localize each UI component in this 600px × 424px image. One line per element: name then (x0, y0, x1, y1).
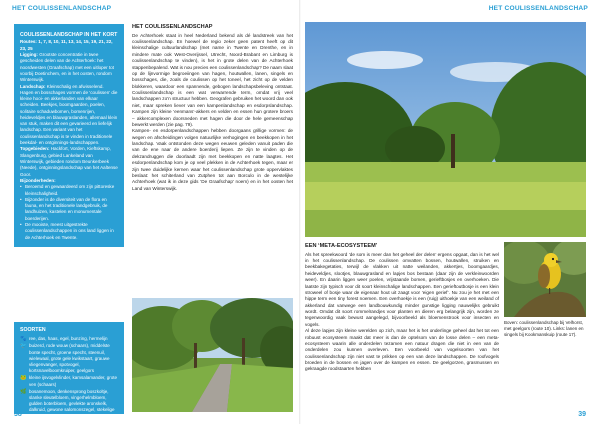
photo-coulissenlandschap (305, 22, 586, 237)
landscape-illustration (305, 22, 586, 237)
topgebieden-label: Topgebieden: (20, 146, 50, 152)
species-title: SOORTEN (20, 327, 46, 333)
photo-caption: Boven: coulissenlandschap bij Velhorst, met geelgors (route 10). Links: lanen en singels bij Kookmanskuip (route 17). (504, 320, 584, 338)
routes-text: 1, 7, 8, 10, 11, 13, 14, 15, 19, 21, 22, 23, 25 (20, 39, 113, 51)
main-article-column (132, 24, 293, 192)
running-header-left: HET COULISSENLANDSCHAP (12, 5, 112, 12)
meta-ecosysteem-column (305, 243, 499, 373)
bijzonderheden-item: • Beroemd en gewaardeerd om zijn pittoreske kleinschaligheid. (20, 184, 118, 197)
country-lane-illustration (132, 298, 293, 412)
meta-ecosysteem-paragraph: Als het spreekwoord ‘de som is meer dan het geheel der delen’ ergens opgaat, dan is het wel in het coulissenlandschap. De coulissen omvatten bossen, houtwallen, struiken en beekbakegetaties, terwijl de vlakken uit natte weilanden, akkertjes, boomgaardjes, heideveldjes, slootjes, blauwgrasland en lapjes bos bestaan (daar zijn de verkleinwoorden weer). En daarin liggen weer poelen, vrijstaande bomen, gerieftbosjes en overhoeken. Die laatste zijn typisch voor dit soort kleinschalige landschappen. Een gerieftoutbosje is een klein stroweel of bosje waar de eigenaar hout uit zaagt voor ‘eigen gerief’. Nu zou je het met een hippe term een tiny forest noemen. Een overhoekje is een (ruig) uithoekje van een weiland of akkerland dat vanwege een landbouwkundig minder gunstige ligging nauwelijks gebruikt wordt. Omdat dit soort rommelrandjes voor planten en dieren erg belangrijk zijn, worden ze tegenwoordig vaak bewust aangelegd, bijvoorbeeld als bloemenstrook voor insecten en vogels. (305, 251, 499, 327)
species-plants-text: bosanemoon, denkensprong boszkoltje, slanke sleutelbloem, vingerhelmbloem, gulden boterbloem, gevlekte aronskelk, dalkruid, gewone salomonszegel, stekelige van dalen (29, 388, 115, 419)
species-mammals-text: ree, das, haas, egel, bunzing, hermelijn (29, 336, 108, 342)
article-paragraph: Kampen- en esdorpenlandschappen hebben doorgaans grillige vormen: de wegen en afscheidingen volgen natuurlijke verhogingen en beekkopen in het landschap. Vaak ontstonden deze wegen eeuwen geleden vanuit paden die van de ene naar de andere boerderij liepen. Ze zijn te vinden op de dekzandruggen die doorlaadt zijn met beekkopen en natte laagtes. Het esdorpenlandschap kom je op veel plekken in de Achterhoek tegen, maar er zijn twee duidelijke kernen waar het coulissenlandschap grote oppervlaktes beslaat: het schiterland van Zutphen tot aan Borculo in de westelijke Achterhoek (wat ik in deze gids ‘De Graafschap’ noem) en in het oosten het Land van Winterswijk. (132, 128, 293, 191)
book-spine (299, 0, 301, 424)
bijzonderheden-label: Bijzonderheden: (20, 177, 56, 183)
species-row-plants (20, 389, 118, 420)
bijzonderheden-item: • De mooiste, meest uitgestrekte coulissenlandschappen in ons land liggen in de Achterhoek en Twente. (20, 222, 118, 241)
page-number-left: 38 (14, 411, 22, 418)
routes-entry (20, 39, 118, 52)
landschap-label: Landschap: (20, 83, 46, 89)
bijzonderheden-list (20, 184, 118, 240)
species-amphibians-text: kleine ijsvogelvlinder, kamsalamander, grote ven (schaars) (29, 375, 118, 387)
routes-label: Routes: (20, 39, 37, 45)
plant-icon: 🌿 (20, 388, 27, 395)
species-row-amphibians (20, 375, 118, 387)
meta-ecosysteem-paragraph: Al deze lapjes zijn kleine werelden op zich, maar het is het onderlinge geheel dat het tot een robuust ecosysteem maakt dat meer is dan de optelsom van de losse delen – een meta-ecosysteem waarin alle onderdelen tezamen een natuur dragen die niet in een van de onderdelen zou kunnen overleven. Een voorbeeld van vogelsoorten van het coulissenlandschap zijn niet vast te prikken op een van deze landschappen. De roofvogels broeden in de bossen en jagen over de kampen en essen. De geelgorzen, grasmussen en gekraagde roodstaarten hebben (305, 328, 499, 372)
amphibian-icon: 🐸 (20, 375, 27, 382)
meta-ecosysteem-heading: EEN ‘META-ECOSYSTEEM’ (305, 243, 378, 249)
page-number-right: 39 (578, 411, 586, 418)
landschap-entry (20, 84, 118, 147)
ligging-text: Grootste concentratie in twee gescheiden delen van de Achterhoek: het noordwesten (Graafschap) met een uitloper tot voorbij Doetinchem, en in het oosten, rondom Winterswijk. (20, 52, 115, 83)
info-box-title: COULISSENLANDSCHAP IN HET KORT (20, 32, 118, 38)
photo-geelgors (504, 242, 586, 317)
ligging-entry (20, 52, 118, 83)
species-row-mammals (20, 336, 118, 342)
geelgors-illustration (504, 242, 586, 317)
topgebieden-entry (20, 146, 118, 177)
article-heading: HET COULISSENLANDSCHAP (132, 24, 213, 30)
info-box-in-het-kort (14, 24, 124, 247)
running-header-right: HET COULISSENLANDSCHAP (488, 5, 588, 12)
topgebieden-text: Hackfort, Vorden, Kieftskamp, Slangenburg, gebied Lankeland van Winterswijk, gebieden rondom Beunkerbeek (Neede), ontginningslandschap van het Aaltense Goor. (20, 146, 118, 177)
bijzonderheden-item: • Bijzonder is de diversiteit van de flora en fauna, en het traditionele landgebruik, de landhuizen, kastelen en monumentale boerderijen. (20, 197, 118, 222)
landschap-text: Kleinschalig en afwisselend. Hagen en bosschages vormen de ‘coulissen’ die kleine hooi- en akkerlanden van elkaar scheiden. Beekjes, boomgaarden, poelen, solitaire schaduwbomen, bomenrijen, heideveldjes en blauwgraslanden, allemaal klein van stuk, maken dit een gevarieerd en liefelijk landschap. Een variant van het coulissenlandschap is te vinden in traditionele beekdal- en ontginnings-landschappen. (20, 83, 118, 145)
photo-country-lane (132, 298, 293, 412)
bird-icon: 🐦 (20, 343, 27, 350)
mammal-icon: 🐾 (20, 336, 27, 343)
ligging-label: Ligging: (20, 52, 38, 58)
article-paragraph: De Achterhoek staat in heel Nederland bekend als dé landstreek van het coulissenlandschap. En hoewel de regio zeker geen patent heeft op dit kleinschalige cultuurlandschap (met name in Twente en Drenthe, en in mindere mate ook West-Overijssel, Utrecht, Noord-Brabant en Limburg is coulissenlandschap te vinden), is het in grote delen van de Achterhoek stappenbepalend. Wat is nou precies een coulissenlandschap? De naam slaat op de lijnvormige begroeiingen van hagen, houtwallen, lanen, singels en bosschages, die, zoals de coulissen op het toneel, het zicht op de velden blokkeren, waardoor een spannende, gebogen landschapsbeleving ontstaat. Coulissenlandschap is een wat verwarrende term, omdat vrij veel landschappen zo’n structuur hebben. Geografen gebruiken het woord dan ook niet, maar spreken liever van een kampenlandschap en esdorpslandschap. Kampen zijn kleine ‘eenmans’-akkers en velden en essen hun grotere broers – akkercomplexen doorsneden met hagen die door de hele gemeenschap bewerkt werden (zie pag. 79). (132, 32, 293, 127)
species-birds-text: buizerd, rode wouw (schaars), middelste bonte specht, groene specht, steenuil, wielewaal, grote gele kwikstaart, grauwe vliegenvanger, spotvogel, kortsnavelboomkruiper, geelgors (29, 343, 110, 374)
species-row-birds (20, 343, 118, 374)
